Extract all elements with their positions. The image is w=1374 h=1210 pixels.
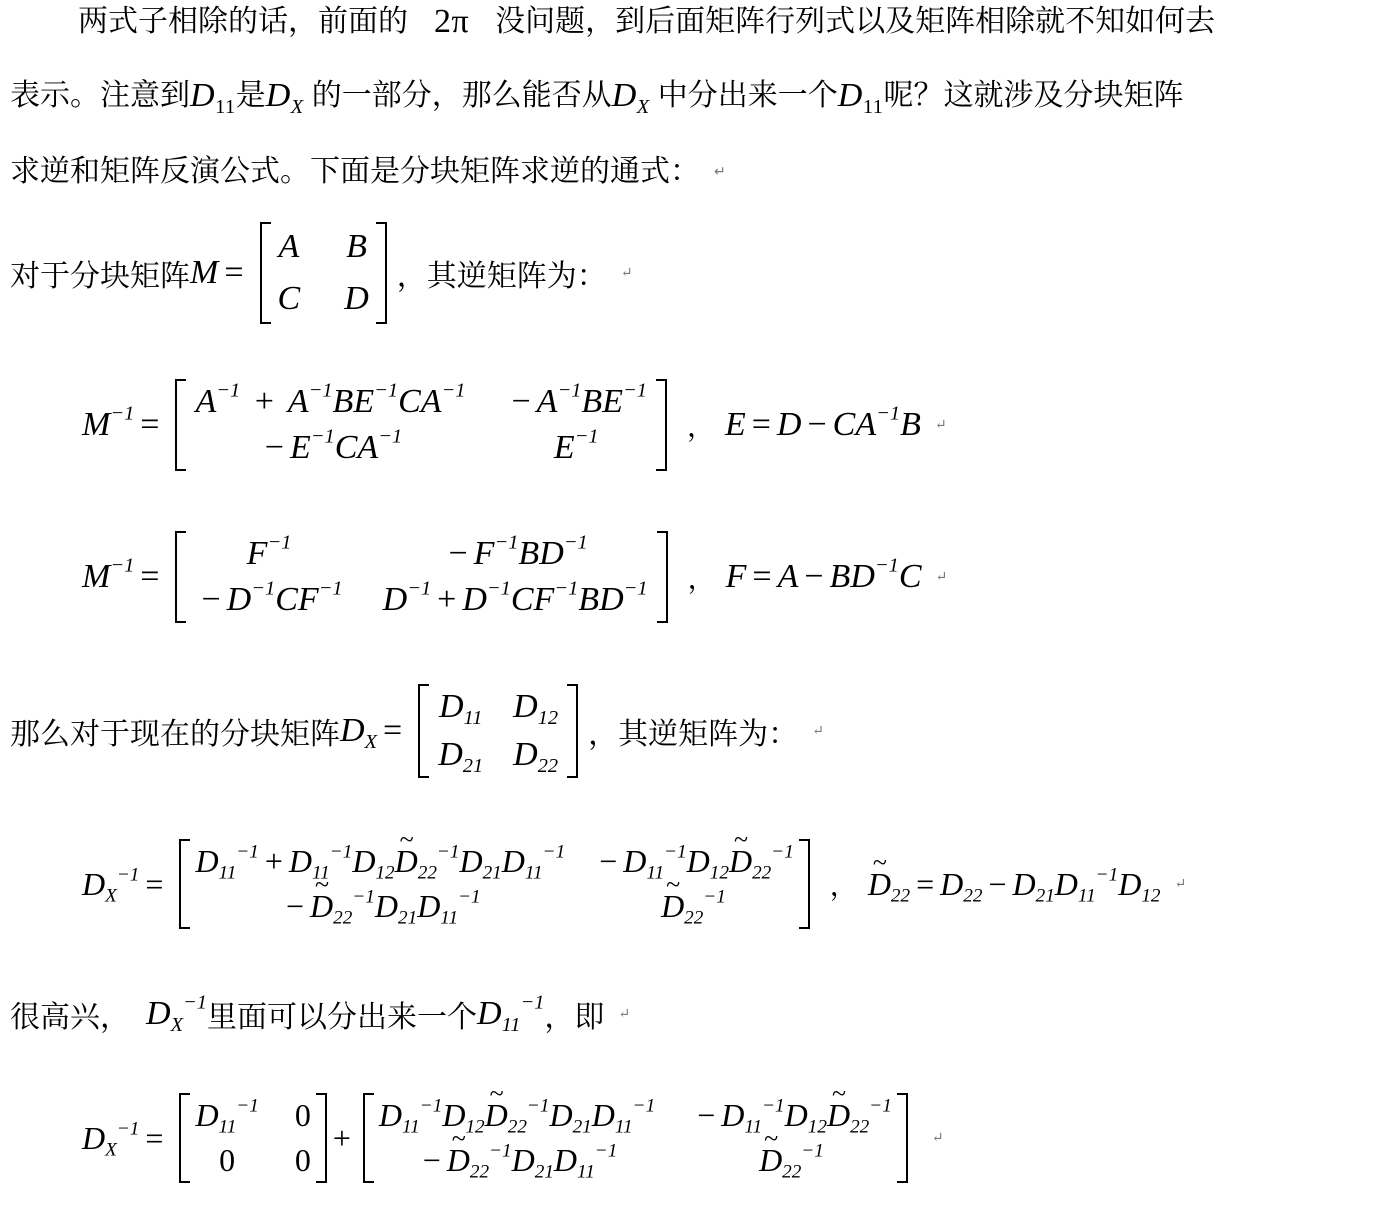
text-p2-e: 呢？这就涉及分块矩阵 (883, 78, 1184, 113)
text-p2-a: 表示。注意到 (10, 78, 190, 113)
paragraph-mark-icon: ↵ (1174, 876, 1187, 892)
paragraph-3 (10, 152, 726, 192)
text-p4-a: 对于分块矩阵 (10, 259, 190, 294)
comma: ， (687, 562, 716, 595)
matrix-dx-inverse: $D_{11}^{-1}$ + $D_{11}^{-1}D_{12}\sim$ $D_{22}^{-1}D_{21}D_{11}^{-1}$ − $D_{11}^{-1}D_{12}\sim$ $D_{22}^{-1}$ −~ $D_{22}^{-1}D_{21}D_{11}^{-1}$ ~ $D_{22}^{-1}$ (177, 839, 811, 929)
matrix-dx: $D_{11}$ $D_{12}$ $D_{21}$ $D_{22}$ (416, 684, 580, 778)
text-p2-b: 是 (235, 78, 266, 113)
text-p5-a: 那么对于现在的分块矩阵 (10, 717, 340, 752)
paragraph-mark-icon: ↵ (812, 723, 824, 739)
math-two-pi: 2π (434, 3, 470, 40)
paragraph-4: 对于分块矩阵 M = A B C D ，其逆矩阵为： ↵ (10, 220, 633, 326)
text-p6-c: ，即 (544, 1000, 605, 1035)
equation-dx-inverse: $D_X^{-1}$ = $D_{11}^{-1}$ + $D_{11}^{-1}D_{12}\sim$ $D_{22}^{-1}D_{21}D_{11}^{-1}$ − $D_{11}^{-1}D_{12}\sim$ $D_{22}^{-1}$ −~ $D_{22}^{-1}D_{21}D_{11}^{-1}$ ~ $D_{22}^{-1}$ ， ~ $D_{22} = D_{22} - D_{21}D_{11}^{-1}D_{12}$ ↵ (82, 828, 1186, 940)
matrix-inverse-1: $A^{-1} + A^{-1}BE^{-1}CA^{-1}$ − $A^{-1}BE^{-1}$ − $E^{-1}CA^{-1}$ $E^{-1}$ (173, 379, 668, 471)
equation-inverse-2: $M^{-1}$ = $F^{-1}$ − $F^{-1}BD^{-1}$ − $D^{-1}CF^{-1}$ $D^{-1} + D^{-1}CF^{-1}BD^{-1}$ ， $F = A - BD^{-1}C$ ↵ (82, 522, 947, 632)
text-p3: 求逆和矩阵反演公式。下面是分块矩阵求逆的通式： (10, 154, 700, 189)
paragraph-mark-icon: ↵ (620, 265, 633, 281)
comma: ， (829, 869, 858, 902)
math-dx-2: $D_X$ (611, 77, 650, 119)
math-m: M (190, 254, 219, 291)
paragraph-mark-icon: ↵ (934, 417, 947, 433)
matrix-remainder-block: $D_{11}^{-1}D_{12}\sim$ $D_{22}^{-1}D_{21}D_{11}^{-1}$ − $D_{11}^{-1}D_{12}\sim$ $D_{22}^{-1}$ −~ $D_{22}^{-1}D_{21}D_{11}^{-1}$ ~ $D_{22}^{-1}$ (361, 1093, 910, 1183)
equation-inverse-1: $M^{-1}$ = $A^{-1} + A^{-1}BE^{-1}CA^{-1}$ − $A^{-1}BE^{-1}$ − $E^{-1}CA^{-1}$ $E^{-1}$ ， $E = D - CA^{-1}B$ ↵ (82, 370, 947, 480)
paragraph-mark-icon: ↵ (714, 164, 726, 180)
paragraph-6: 很高兴， $D_X^{-1}$ 里面可以分出来一个 $D_{11}^{-1}$ ，即 ↵ (10, 991, 631, 1037)
text-p6-b: 里面可以分出来一个 (207, 1000, 477, 1035)
math-d11-2: $D_{11}$ (837, 77, 884, 119)
comma: ， (686, 410, 715, 443)
text-p2-d: 中分出来一个 (657, 78, 838, 113)
matrix-m: A B C D (258, 222, 389, 324)
paragraph-mark-icon: ↵ (935, 569, 948, 585)
text-p1-b: 没问题，到后面矩阵行列式以及矩阵相除就不知如何去 (495, 4, 1216, 39)
equation-decomposition: $D_X^{-1}$ = $D_{11}^{-1}$ 0 0 0 + $D_{11}^{-1}D_{12}\sim$ $D_{22}^{-1}D_{21}D_{11}^{-1}$ − $D_{11}^{-1}D_{12}\sim$ $D_{22}^{-1}$ −~ $D_{22}^{-1}D_{21}D_{11}^{-1}$ ~ $D_{22}^{-1}$ ↵ (82, 1082, 944, 1194)
paragraph-mark-icon: ↵ (618, 1006, 631, 1022)
paragraph-1 (78, 2, 1215, 42)
paragraph-2 (10, 76, 1184, 119)
math-dx: $D_X$ (265, 77, 304, 119)
text-p5-b: ，其逆矩阵为： (588, 717, 799, 752)
paragraph-mark-icon: ↵ (931, 1130, 944, 1146)
matrix-d11-inverse-block: $D_{11}^{-1}$ 0 0 0 (177, 1093, 328, 1183)
text-p1-a: 两式子相除的话，前面的 (78, 4, 408, 39)
paragraph-5: 那么对于现在的分块矩阵 $D_X$ = $D_{11}$ $D_{12}$ $D_{21}$ $D_{22}$ ，其逆矩阵为： ↵ (10, 678, 824, 784)
text-p2-c: 的一部分，那么能否从 (311, 78, 612, 113)
text-p6-a: 很高兴， (10, 1000, 130, 1035)
matrix-inverse-2: $F^{-1}$ − $F^{-1}BD^{-1}$ − $D^{-1}CF^{-1}$ $D^{-1} + D^{-1}CF^{-1}BD^{-1}$ (173, 531, 669, 623)
text-p4-b: ，其逆矩阵为： (396, 259, 607, 294)
math-d11: $D_{11}$ (190, 77, 236, 119)
